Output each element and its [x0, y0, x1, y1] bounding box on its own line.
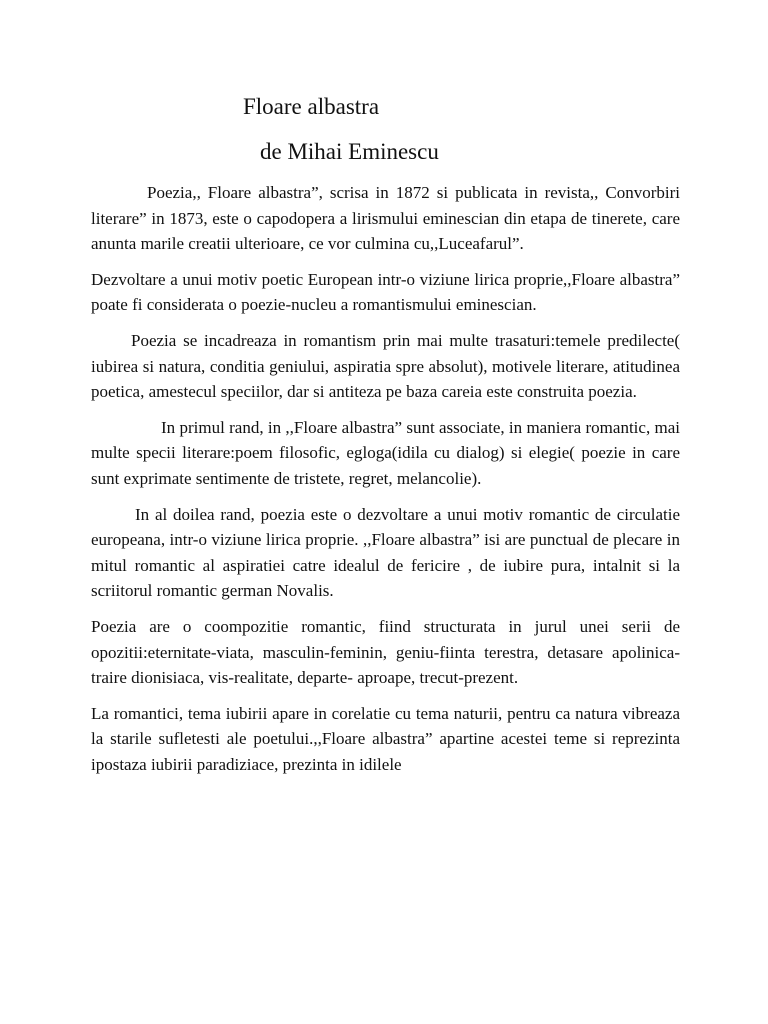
paragraph-4: In primul rand, in ,,Floare albastra” sunt associate, in maniera romantic, mai multe specii literare:poem filosofic, egloga(idila cu dialog) si elegie( poezie in care sunt exprimate sentimente de tristete, regret, melancolie).: [91, 417, 680, 488]
paragraph-3: Poezia se incadreaza in romantism prin mai multe trasaturi:temele predilecte( iubirea si natura, conditia geniului, aspiratia spre absolut), motivele literare, atitudinea poetica, amestecul speciilor, dar si antiteza pe baza careia este construita poezia.: [91, 330, 680, 402]
document-title: Floare albastra: [243, 94, 380, 119]
document-subtitle: de Mihai Eminescu: [260, 139, 439, 164]
paragraph-7: La romantici, tema iubirii apare in corelatie cu tema naturii, pentru ca natura vibreaza la starile sufletesti ale poetului.,,Floare albastra” apartine acestei teme si reprezinta ipostaza iubirii paradiziace, prezinta in idilele: [91, 703, 680, 774]
paragraph-6: Poezia are o coompozitie romantic, fiind structurata in jurul unei serii de opozitii:eternitate-viata, masculin-feminin, geniu-fiinta terestra, detasare apolinica- traire dionisiaca, vis-realitate, departe- aproape, trecut-prezent.: [91, 616, 680, 688]
paragraph-1: Poezia,, Floare albastra”, scrisa in 1872 si publicata in revista,, Convorbiri literare” in 1873, este o capodopera a lirismului eminescian din etapa de tinerete, care anunta marile creatii ulterioare, ce vor culmina cu,,Luceafarul”.: [91, 183, 680, 254]
paragraph-2: Dezvoltare a unui motiv poetic European intr-o viziune lirica proprie,,Floare albastra” poate fi considerata o poezie-nucleu a romantismului eminescian.: [91, 269, 680, 315]
document-body: [91, 180, 680, 787]
paragraph-5: In al doilea rand, poezia este o dezvoltare a unui motiv romantic de circulatie europeana, intr-o viziune lirica proprie. ,,Floare albastra” isi are punctual de plecare in mitul romantic al aspiratiei catre idealul de fericire , de iubire pura, intalnit si la scriitorul romantic german Novalis.: [91, 504, 680, 601]
